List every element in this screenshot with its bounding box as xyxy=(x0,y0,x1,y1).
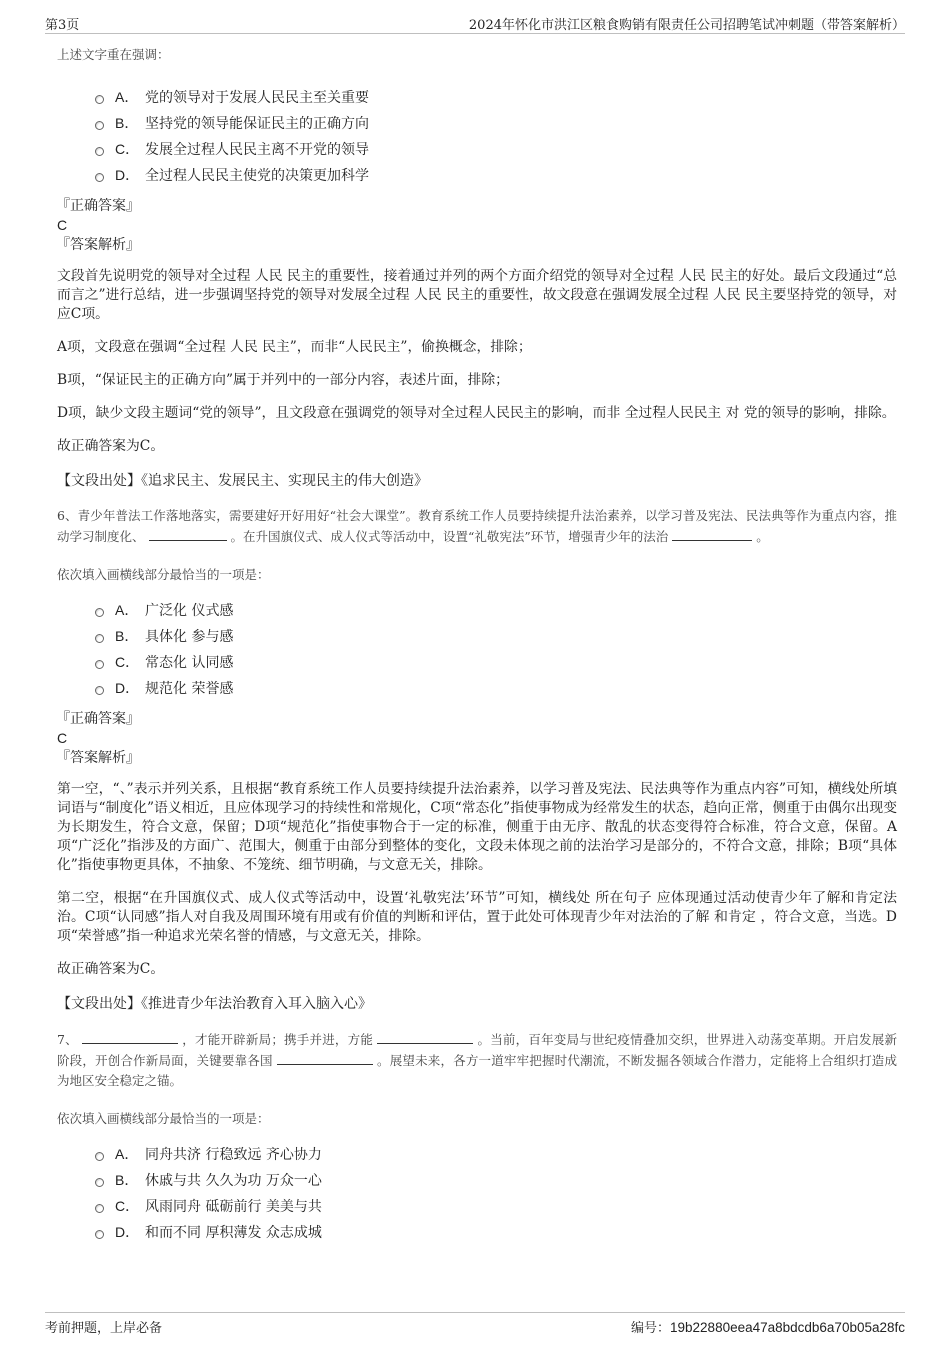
q5-analysis-label: 『答案解析』 xyxy=(56,237,140,253)
q7-option-b[interactable] xyxy=(95,1167,897,1193)
q7-stem-text: 7、 xyxy=(57,1032,78,1047)
q5-option-b[interactable] xyxy=(95,110,897,136)
page-content xyxy=(57,46,897,1253)
option-text: 具体化 参与感 xyxy=(145,629,234,645)
blank-line xyxy=(277,1050,373,1065)
blank-line xyxy=(377,1029,473,1044)
footer-code xyxy=(631,1317,905,1336)
q5-option-d[interactable] xyxy=(95,162,897,188)
q5-analysis-paragraph: B项，“保证民主的正确方向”属于并列中的一部分内容，表述片面，排除； xyxy=(57,372,509,388)
q6-analysis-paragraph: 第一空，“、”表示并列关系，且根据“教育系统工作人员要持续提升法治素养，以学习普及宪法、民法典等作为重点内容”可知，横线处所填词语与“制度化”语义相近，且应体现学习的持续性和常规化，C项“常态化”指使事物成为经常发生的状态，趋向正常，侧重于由偶尔出现变为长期发生，符合文意，保留；D项“规范化”指使事物合于一定的标准，侧重于由无序、散乱的状态变得符合标准，符合文意，保留。A项“广泛化”指涉及的方面广、范围大，侧重于由部分到整体的变化，文段未体现之前的法治学习是部分的，不符合文意，排除；B项“具体化”指使事物更具体，不抽象、不笼统、细节明确，与文意无关，排除。 xyxy=(57,781,897,873)
q5-analysis xyxy=(57,267,897,456)
option-letter: D． xyxy=(115,680,140,696)
radio-icon[interactable] xyxy=(95,1230,104,1239)
q6-option-c[interactable] xyxy=(95,649,897,675)
q7-stem-text: ，才能开辟新局；携手并进，方能 xyxy=(182,1032,374,1047)
radio-icon[interactable] xyxy=(95,1178,104,1187)
option-text: 党的领导对于发展人民民主至关重要 xyxy=(145,90,369,106)
page-footer xyxy=(45,1312,905,1337)
blank-line xyxy=(672,526,752,541)
q6-correct-answer-label: 『正确答案』 xyxy=(56,711,140,727)
page-header xyxy=(45,13,905,34)
option-text: 规范化 荣誉感 xyxy=(145,681,234,697)
q5-correct-answer: C xyxy=(57,217,68,233)
q7-options xyxy=(95,1141,897,1245)
radio-icon[interactable] xyxy=(95,608,104,617)
q5-analysis-paragraph: D项，缺少文段主题词“党的领导”，且文段意在强调党的领导对全过程人民民主的影响，而非 全过程人民民主 对 党的领导的影响，排除。 xyxy=(57,405,896,421)
option-text: 和而不同 厚积薄发 众志成城 xyxy=(145,1225,322,1241)
q7-option-a[interactable] xyxy=(95,1141,897,1167)
option-letter: D． xyxy=(115,167,140,183)
option-letter: D． xyxy=(115,1224,140,1240)
footer-code-label: 编号： xyxy=(631,1321,671,1336)
option-text: 全过程人民民主使党的决策更加科学 xyxy=(145,168,369,184)
option-text: 发展全过程人民民主离不开党的领导 xyxy=(145,142,369,158)
option-letter: A． xyxy=(115,602,139,618)
footer-slogan: 考前押题，上岸必备 xyxy=(45,1321,163,1336)
q6-stem xyxy=(57,506,897,547)
radio-icon[interactable] xyxy=(95,121,104,130)
option-text: 风雨同舟 砥砺前行 美美与共 xyxy=(145,1199,322,1215)
option-letter: B． xyxy=(115,1172,139,1188)
option-text: 广泛化 仪式感 xyxy=(145,603,234,619)
q6-analysis-paragraph: 第二空，根据“在升国旗仪式、成人仪式等活动中，设置‘礼敬宪法’环节”可知，横线处 所在句子 应体现通过活动使青少年了解和肯定法治。C项“认同感”指人对自我及周围环境有用或有价值的判断和评估，置于此处可体现青少年对法治的了解 和肯定 ，符合文意，当选。D项“荣誉感”指一种追求光荣名誉的情感，与文意无关，排除。 xyxy=(57,890,897,944)
q6-analysis xyxy=(57,780,897,979)
option-letter: C． xyxy=(115,654,140,670)
radio-icon[interactable] xyxy=(95,173,104,182)
q5-analysis-conclusion: 故正确答案为C。 xyxy=(57,438,165,454)
document-title: 2024年怀化市洪江区粮食购销有限责任公司招聘笔试冲刺题（带答案解析） xyxy=(468,18,905,33)
q5-intro: 上述文字重在强调： xyxy=(57,47,170,62)
radio-icon[interactable] xyxy=(95,634,104,643)
blank-line xyxy=(82,1029,178,1044)
option-letter: C． xyxy=(115,1198,140,1214)
q5-option-a[interactable] xyxy=(95,84,897,110)
q5-option-c[interactable] xyxy=(95,136,897,162)
q5-options xyxy=(95,84,897,188)
option-letter: B． xyxy=(115,628,139,644)
option-text: 休戚与共 久久为功 万众一心 xyxy=(145,1173,322,1189)
radio-icon[interactable] xyxy=(95,1152,104,1161)
blank-line xyxy=(149,526,227,541)
q6-analysis-conclusion: 故正确答案为C。 xyxy=(57,961,165,977)
q6-stem-text: 6、青少年普法工作落地落实，需要建好开好用好“社会大课堂”。教育系统工作人员要持续提升法治素养，以学习普及宪法、民法典等作为重点内容，推动学习制度化、 xyxy=(57,508,897,544)
q7-stem xyxy=(57,1029,897,1091)
radio-icon[interactable] xyxy=(95,147,104,156)
q5-analysis-paragraph: 文段首先说明党的领导对全过程 人民 民主的重要性，接着通过并列的两个方面介绍党的领导对全过程 人民 民主的好处。最后文段通过“总而言之”进行总结，进一步强调坚持党的领导对发展全过程 人民 民主的重要性，故文段意在强调发展全过程 人民 民主要坚持党的领导，对应C项。 xyxy=(57,268,897,322)
q5-source: 【文段出处】《追求民主、发展民主、实现民主的伟大创造》 xyxy=(57,473,428,489)
option-text: 坚持党的领导能保证民主的正确方向 xyxy=(145,116,369,132)
q6-stem-text: 。 xyxy=(756,529,769,544)
q6-option-d[interactable] xyxy=(95,675,897,701)
q6-prompt: 依次填入画横线部分最恰当的一项是： xyxy=(57,567,270,582)
q6-options xyxy=(95,597,897,701)
radio-icon[interactable] xyxy=(95,95,104,104)
q7-stem-text: 。展望未来，各方一道牢牢把握时代潮流，不断发掘各领域合作潜力，定能将上合组织打造成为地区安全稳定之锚。 xyxy=(57,1053,897,1088)
q6-source: 【文段出处】《推进青少年法治教育入耳入脑入心》 xyxy=(57,996,372,1012)
q6-correct-answer: C xyxy=(57,730,68,746)
option-letter: A． xyxy=(115,1146,139,1162)
q6-stem-text: 。在升国旗仪式、成人仪式等活动中，设置“礼敬宪法”环节，增强青少年的法治 xyxy=(230,529,669,544)
q7-prompt: 依次填入画横线部分最恰当的一项是： xyxy=(57,1111,270,1126)
q7-option-c[interactable] xyxy=(95,1193,897,1219)
q6-option-a[interactable] xyxy=(95,597,897,623)
option-letter: A． xyxy=(115,89,139,105)
option-text: 常态化 认同感 xyxy=(145,655,234,671)
q6-analysis-label: 『答案解析』 xyxy=(56,750,140,766)
radio-icon[interactable] xyxy=(95,1204,104,1213)
radio-icon[interactable] xyxy=(95,686,104,695)
option-letter: B． xyxy=(115,115,139,131)
radio-icon[interactable] xyxy=(95,660,104,669)
q5-analysis-paragraph: A项，文段意在强调“全过程 人民 民主”，而非“人民民主”，偷换概念，排除； xyxy=(57,339,532,355)
q5-correct-answer-label: 『正确答案』 xyxy=(56,198,140,214)
option-text: 同舟共济 行稳致远 齐心协力 xyxy=(145,1147,322,1163)
option-letter: C． xyxy=(115,141,140,157)
q7-stem-text: 。当前，百年变局与世纪疫情叠加交织，世界进入动荡变革期。开启发展新阶段，开创合作新局面，关键要靠各国 xyxy=(57,1032,897,1068)
page-number: 第3页 xyxy=(45,18,80,33)
q6-option-b[interactable] xyxy=(95,623,897,649)
footer-code-value: 19b22880eea47a8bdcdb6a70b05a28fc xyxy=(670,1320,905,1335)
q7-option-d[interactable] xyxy=(95,1219,897,1245)
